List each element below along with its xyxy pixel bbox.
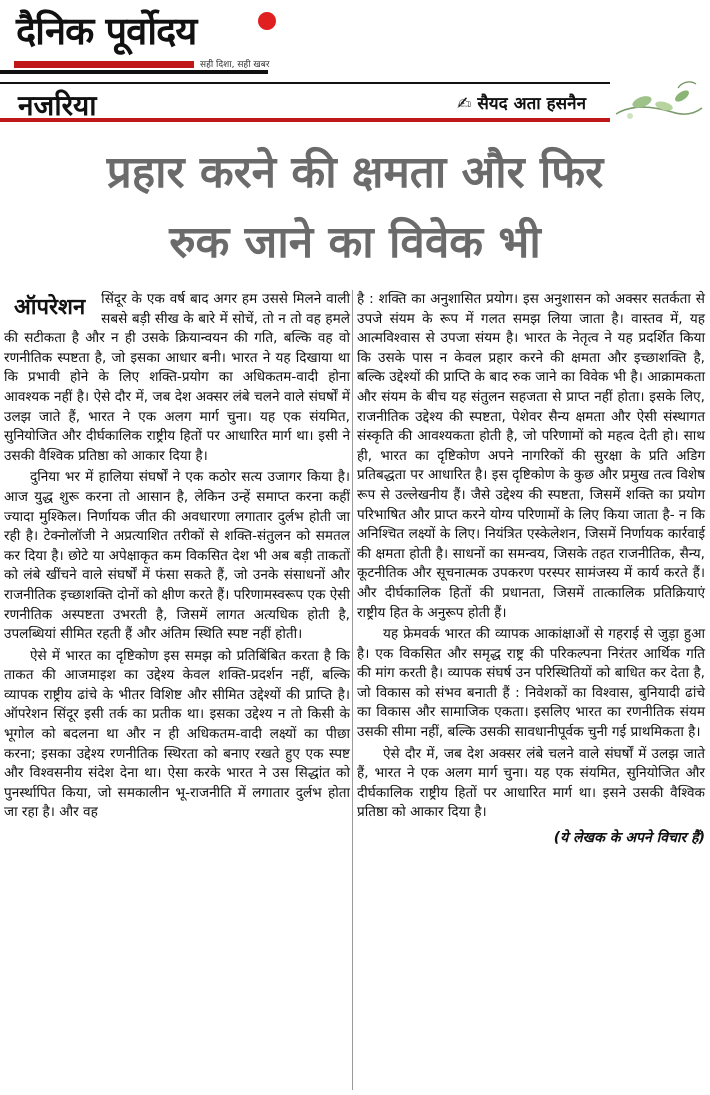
- section-bar: [0, 82, 610, 122]
- headline-line-2: रुक जाने का विवेक भी: [169, 217, 541, 268]
- headline-line-1: प्रहार करने की क्षमता और फिर: [106, 147, 604, 198]
- paragraph: है : शक्ति का अनुशासित प्रयोग। इस अनुशासन को अक्सर सतर्कता से उपजे संयम के रूप में गलत समझ लिया जाता है। वास्तव में, यह आत्मविश्वास से उपजा संयम है। भारत के नेतृत्व ने यह प्रदर्शित किया कि उसके पास न केवल प्रहार करने की क्षमता और इच्छाशक्ति है, बल्कि उद्देश्यों की प्राप्ति के बाद रुक जाने का विवेक भी है। आक्रामकता और संयम के बीच यह संतुलन सहजता से प्राप्त नहीं होता। इसके लिए, राजनीतिक उद्देश्य की स्पष्टता, पेशेवर सैन्य क्षमता और ऐसी संस्थागत संस्कृति की आवश्यकता होती है, जो परिणामों को महत्व देती हो। साथ ही, भारत का दृष्टिकोण अपने नागरिकों की सुरक्षा के प्रति अडिग प्रतिबद्धता पर आधारित है। इस दृष्टिकोण के कुछ और प्रमुख तत्व विशेष रूप से उल्लेखनीय हैं। जैसे उद्देश्य की स्पष्टता, जिसमें शक्ति का प्रयोग परिभाषित और प्राप्त करने योग्य परिणामों के लिए किया जाता है- न कि अनिश्चित लक्ष्यों के लिए। नियंत्रित एस्केलेशन, जिसमें निर्णायक कार्रवाई की क्षमता होती है। साधनों का समन्वय, जिसके तहत राजनीतिक, सैन्य, कूटनीतिक और सूचनात्मक उपकरण परस्पर सामंजस्य में कार्य करते हैं। और दीर्घकालिक हितों की प्रधानता, जिसमें तात्कालिक प्रतिक्रियाएं राष्ट्रीय हित के अनुरूप होती हैं।: [357, 291, 705, 621]
- masthead-tagline: सही दिशा, सही खबर: [200, 60, 270, 70]
- section-title: नजरिया: [18, 89, 97, 122]
- paragraph: दुनिया भर में हालिया संघर्षों ने एक कठोर सत्य उजागर किया है। आज युद्ध शुरू करना तो आसान है, लेकिन उन्हें समाप्त करना कहीं ज्यादा मुश्किल। निर्णायक जीत की अवधारणा लगातार दुर्लभ होती जा रही है। टेक्नोलॉजी ने अप्रत्याशित तरीकों से शक्ति-संतुलन को समतल कर दिया है। छोटे या अपेक्षाकृत कम विकसित देश भी अब बड़ी ताकतों को लंबे खींचने वाले संघर्षों में फंसा सकते हैं, जो उनके संसाधनों और राजनीतिक इच्छाशक्ति दोनों को क्षीण करते हैं। परिणामस्वरूप एक ऐसी रणनीतिक अस्पष्टता उभरती है, जिसमें लागत अत्यधिक होती है, उपलब्धियां सीमित रहती हैं और अंतिम स्थिति स्पष्ट नहीं होती।: [4, 469, 350, 643]
- column-divider: [352, 290, 353, 1090]
- masthead-red-bar: [14, 61, 194, 68]
- author-byline: [457, 91, 586, 114]
- author-name: सैयद अता हसनैन: [477, 94, 586, 114]
- paragraph: ऐसे में भारत का दृष्टिकोण इस समझ को प्रतिबिंबित करता है कि ताकत की आजमाइश का उद्देश्य केवल शक्ति-प्रदर्शन नहीं, बल्कि व्यापक राष्ट्रीय ढांचे के भीतर विशिष्ट और सीमित उद्देश्यों की प्राप्ति है। ऑपरेशन सिंदूर इसी तर्क का प्रतीक था। इसका उद्देश्य न तो किसी के भूगोल को बदलना था और न ही अधिकतम-वादी लक्ष्यों का पीछा करना; इसका उद्देश्य रणनीतिक स्थिरता को बनाए रखते हुए एक स्पष्ट और विश्वसनीय संदेश देना था। ऐसा करके भारत ने उस सिद्धांत को पुनर्स्थापित किया, जो समकालीन भू-राजनीति में लगातार दुर्लभ होता जा रहा है। और वह: [4, 647, 350, 821]
- article-column-left: [4, 290, 350, 825]
- masthead-rule: [0, 70, 268, 74]
- paragraph-text: सिंदूर के एक वर्ष बाद अगर हम उससे मिलने वाली सबसे बड़ी सीख के बारे में सोचें, तो न तो वह हमले की सटीकता है और न ही उसके क्रियान्वयन की गति, बल्कि वह वो रणनीतिक स्पष्टता है, जो इसका आधार बनी। भारत ने यह दिखाया था कि प्रभावी होने के लिए शक्ति-प्रयोग का अधिकतम-वादी होना आवश्यक नहीं है। ऐसे दौर में, जब देश अक्सर लंबे चलने वाले संघर्षों में उलझ जाते हैं, भारत ने एक अलग मार्ग चुना। यह एक संयमित, सुनियोजित और दीर्घकालिक राष्ट्रीय हितों पर आधारित मार्ग था। इसी ने उसकी वैश्विक प्रतिष्ठा को आकार दिया है।: [4, 291, 350, 464]
- author-note: (ये लेखक के अपने विचार हैं): [553, 830, 705, 847]
- kicker-label: ऑपरेशन: [14, 295, 86, 320]
- paragraph: यह फ्रेमवर्क भारत की व्यापक आकांक्षाओं से गहराई से जुड़ा हुआ है। एक विकसित और समृद्ध राष्ट्र की परिकल्पना निरंतर आर्थिक गति की मांग करती है। व्यापक संघर्ष उन परिस्थितियों को बाधित कर देता है, जो विकास को संभव बनाती हैं : निवेशकों का विश्वास, बुनियादी ढांचे का विकास और सामाजिक एकता। इसलिए भारत का रणनीतिक संयम उसकी सीमा नहीं, बल्कि उसकी सावधानीपूर्वक चुनी गई प्राथमिकता है।: [357, 626, 705, 741]
- pen-icon: ✍: [457, 94, 472, 114]
- paragraph: [4, 290, 350, 466]
- logo-seal-icon: [258, 12, 276, 30]
- newspaper-logo: दैनिक पूर्वोदय: [16, 9, 197, 53]
- article-headline: [0, 138, 710, 278]
- paragraph: ऐसे दौर में, जब देश अक्सर लंबे चलने वाले संघर्षों में उलझ जाते हैं, भारत ने एक अलग मार्ग चुना। यह एक संयमित, सुनियोजित और दीर्घकालिक राष्ट्रीय हितों पर आधारित मार्ग था। इसने उसकी वैश्विक प्रतिष्ठा को आकार दिया है।: [357, 745, 705, 821]
- leaf-decoration-icon: [612, 76, 704, 128]
- masthead: [0, 0, 710, 78]
- article-column-right: [357, 290, 705, 849]
